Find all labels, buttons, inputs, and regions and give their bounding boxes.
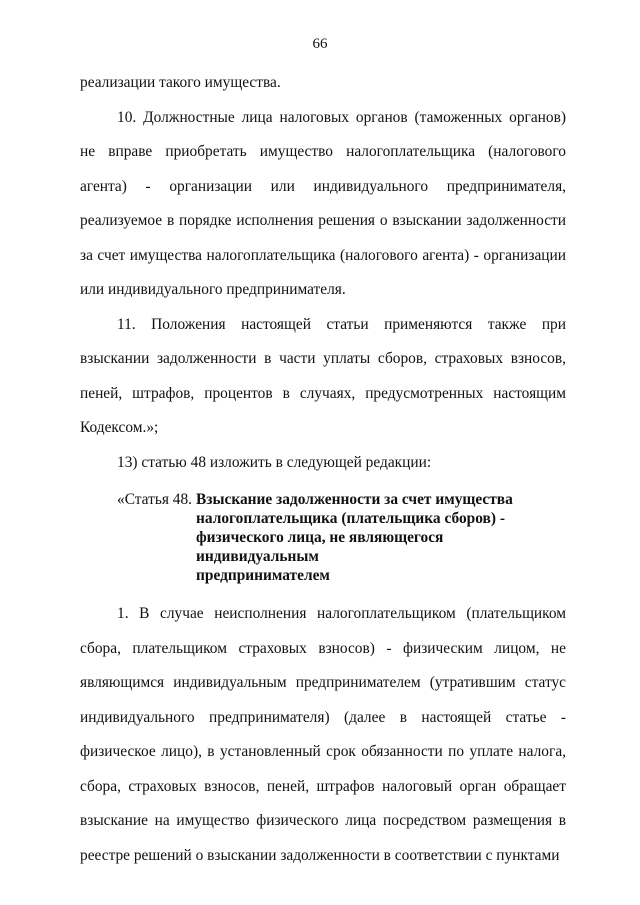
article-heading [80, 490, 566, 585]
paragraph-article-item-1: 1. В случае неисполнения налогоплательщиком (плательщиком сбора, плательщиком страховых взносов) - физическим лицом, не являющимся индивидуальным предпринимателем (утратившим статус индивидуального предпринимателя) (далее в настоящей статье - физическое лицо), в установленный срок обязанности по уплате налога, сбора, страховых взносов, пеней, штрафов налоговый орган обращает взыскание на имущество физического лица посредством размещения в реестре решений о взыскании задолженности в соответствии с пунктами [80, 605, 566, 864]
document-body [80, 66, 566, 873]
paragraph-item-10: 10. Должностные лица налоговых органов (таможенных органов) не вправе приобретать имущество налогоплательщика (налогового агента) - организации или индивидуального предпринимателя, реализуемое в порядке исполнения решения о взыскании задолженности за счет имущества налогоплательщика (налогового агента) - организации или индивидуального предпринимателя. [80, 108, 566, 298]
paragraph-continuation: реализации такого имущества. [80, 74, 281, 91]
page-number: 66 [312, 36, 328, 52]
article-title [192, 490, 566, 585]
paragraph-amendment-13: 13) статью 48 изложить в следующей редакции: [117, 453, 432, 471]
article-title-line: предпринимателем [196, 567, 330, 584]
paragraph-item-11: 11. Положения настоящей статьи применяются также при взыскании задолженности в части уплаты сборов, страховых взносов, пеней, штрафов, процентов в случаях, предусмотренных настоящим Кодексом.»; [80, 315, 566, 436]
article-number: «Статья 48. [117, 491, 193, 508]
article-title-line: физического лица, не являющегося индивидуальным [196, 529, 444, 565]
article-title-line: Взыскание задолженности за счет имущества [196, 491, 513, 508]
article-title-line: налогоплательщика (плательщика сборов) - [196, 510, 505, 527]
